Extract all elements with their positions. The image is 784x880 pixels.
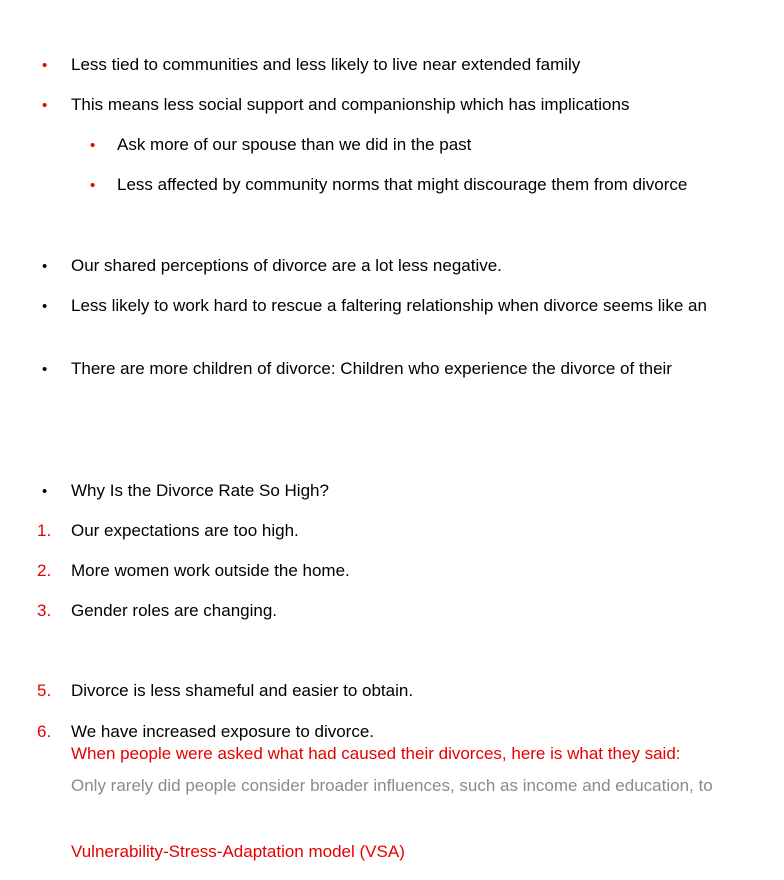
model-title: Vulnerability-Stress-Adaptation model (VSA) — [71, 842, 405, 861]
list-text: We have increased exposure to divorce. — [71, 722, 375, 741]
bullet-text: Less affected by community norms that might discourage them from divorce — [117, 175, 688, 194]
list-number: 1. — [37, 521, 52, 540]
list-text: Our expectations are too high. — [71, 521, 299, 540]
list-text: Gender roles are changing. — [71, 601, 278, 620]
bullet-text: Ask more of our spouse than we did in the past — [117, 135, 472, 154]
bullet-marker: • — [42, 298, 48, 315]
list-number: 2. — [37, 561, 52, 580]
note-red-text: When people were asked what had caused their divorces, here is what they said: — [71, 744, 681, 763]
bullet-text: There are more children of divorce: Children who experience the divorce of their — [71, 359, 672, 378]
list-number: 6. — [37, 722, 52, 741]
bullet-marker: • — [90, 137, 96, 154]
list-number: 5. — [37, 681, 52, 700]
bullet-text: Why Is the Divorce Rate So High? — [71, 481, 329, 500]
bullet-text: Less tied to communities and less likely to live near extended family — [71, 55, 581, 74]
bullet-marker: • — [42, 57, 48, 74]
bullet-text: This means less social support and companionship which has implications — [71, 95, 630, 114]
bullet-text: Less likely to work hard to rescue a faltering relationship when divorce seems like an — [71, 296, 707, 315]
bullet-text: Our shared perceptions of divorce are a lot less negative. — [71, 256, 502, 275]
bullet-marker: • — [42, 97, 48, 114]
list-text: Divorce is less shameful and easier to obtain. — [71, 681, 414, 700]
bullet-marker: • — [90, 177, 96, 194]
bullet-marker: • — [42, 361, 48, 378]
note-gray-text: Only rarely did people consider broader influences, such as income and education, to — [71, 776, 713, 795]
bullet-marker: • — [42, 483, 48, 500]
list-text: More women work outside the home. — [71, 561, 350, 580]
list-number: 3. — [37, 601, 52, 620]
bullet-marker: • — [42, 258, 48, 275]
